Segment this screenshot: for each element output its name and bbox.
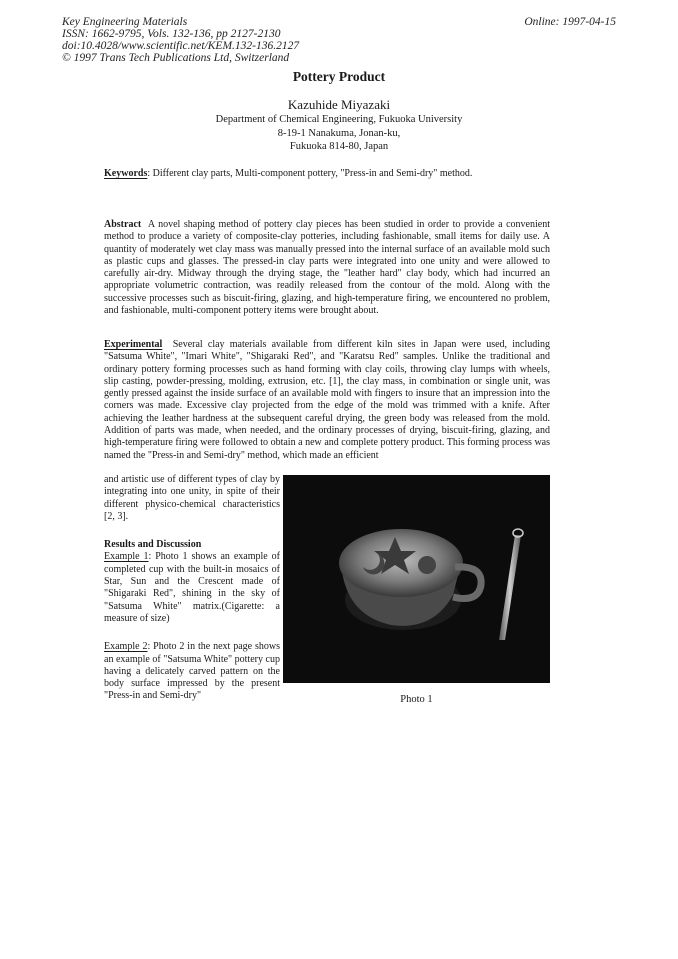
author-name: Kazuhide Miyazaki (287, 97, 391, 112)
copyright-line: © 1997 Trans Tech Publications Ltd, Switzerland (62, 52, 290, 64)
online-date: Online: 1997-04-15 (524, 16, 616, 28)
pottery-cup-photo (283, 475, 550, 683)
photo-caption: Photo 1 (400, 694, 433, 705)
left-column (104, 474, 280, 703)
keywords-label: Keywords (104, 168, 148, 179)
issn-line: ISSN: 1662-9795, Vols. 132-136, pp 2127-2130 (62, 28, 281, 40)
example2-text: : Photo 2 in the next page shows an example of "Satsuma White" pottery cup having a delicately carved pattern on the body surface impressed by the present "Press-in and Semi-dry" (104, 641, 280, 702)
example2-label: Example 2 (104, 641, 148, 653)
affiliation-line: Department of Chemical Engineering, Fukuoka University (215, 114, 463, 125)
keywords-text: : Different clay parts, Multi-component pottery, "Press-in and Semi-dry" method. (147, 168, 473, 179)
example1-paragraph (104, 551, 280, 625)
journal-name: Key Engineering Materials (62, 16, 188, 28)
affiliation-line: Fukuoka 814-80, Japan (289, 141, 389, 152)
example1-label: Example 1 (104, 551, 149, 563)
abstract-label: Abstract (104, 219, 142, 230)
sun-mosaic (418, 556, 436, 574)
experimental-label: Experimental (104, 339, 163, 350)
experimental-text: Several clay materials available from different kiln sites in Japan were used, including "Satsuma White", "Imari White", "Shigaraki Red", and "Karatsu Red" samples. Unlike the traditional and ordinary pottery forming processes such as hand forming with clay coils, throwing clay lumps with wheels, slip casting, powder-pressing, molding, extrusion, etc. [1], the clay mass, in combination or single unit, was gently pressed against the inside surface of an available mold with fingers to insure that an impression into the corners was made. Excessive clay projected from the edge of the mold was trimmed with a knife. After achieving the leather hardness at the subsequent careful drying, the green body was released from the mold. Addition of parts was made, when needed, and the ordinary processes of drying, biscuit-firing, glazing, and high-temperature firing were followed to obtain a new and complete pottery product. This forming process was named the "Press-in and Semi-dry" method, which made an efficient (104, 339, 550, 461)
experimental-paragraph (104, 339, 550, 462)
photo-1 (283, 475, 550, 683)
affiliation-line: 8-19-1 Nanakuma, Jonan-ku, (277, 127, 401, 139)
paper-title: Pottery Product (292, 69, 386, 84)
experimental-continuation: and artistic use of different types of clay by integrating into one unity, in spite of their different physico-chemical characteristics [2, 3]. (104, 474, 280, 522)
results-heading: Results and Discussion (104, 539, 202, 551)
doi-line: doi:10.4028/www.scientific.net/KEM.132-136.2127 (62, 40, 300, 52)
affiliation (0, 113, 678, 154)
example2-paragraph (104, 641, 280, 702)
example1-text: : Photo 1 shows an example of completed cup with the built-in mosaics of Star, Sun and the Crescent made of "Shigaraki Red", shining in the sky of "Satsuma White" matrix.(Cigarette: a measure of size) (104, 551, 280, 624)
keywords (104, 168, 574, 179)
abstract-paragraph (104, 219, 550, 317)
abstract-text: A novel shaping method of pottery clay pieces has been studied in order to provide a convenient method to produce a variety of composite-clay potteries, including fashionable, small items for daily use. A quantity of moderately wet clay mass was manually pressed into the internal surface of an available mold such as plastic cups and glasses. The pressed-in clay parts were integrated into one unity and were allowed to carefully air-dry. Midway through the drying stage, the "leather hard" clay body, which had incurred an appropriate volumetric contraction, was readily released from the contour of the mold. Along with the successive processes such as biscuit-firing, glazing, and high-temperature firing, we encountered no problem, and fashionable, multi-component pottery items were brought about. (104, 219, 550, 317)
